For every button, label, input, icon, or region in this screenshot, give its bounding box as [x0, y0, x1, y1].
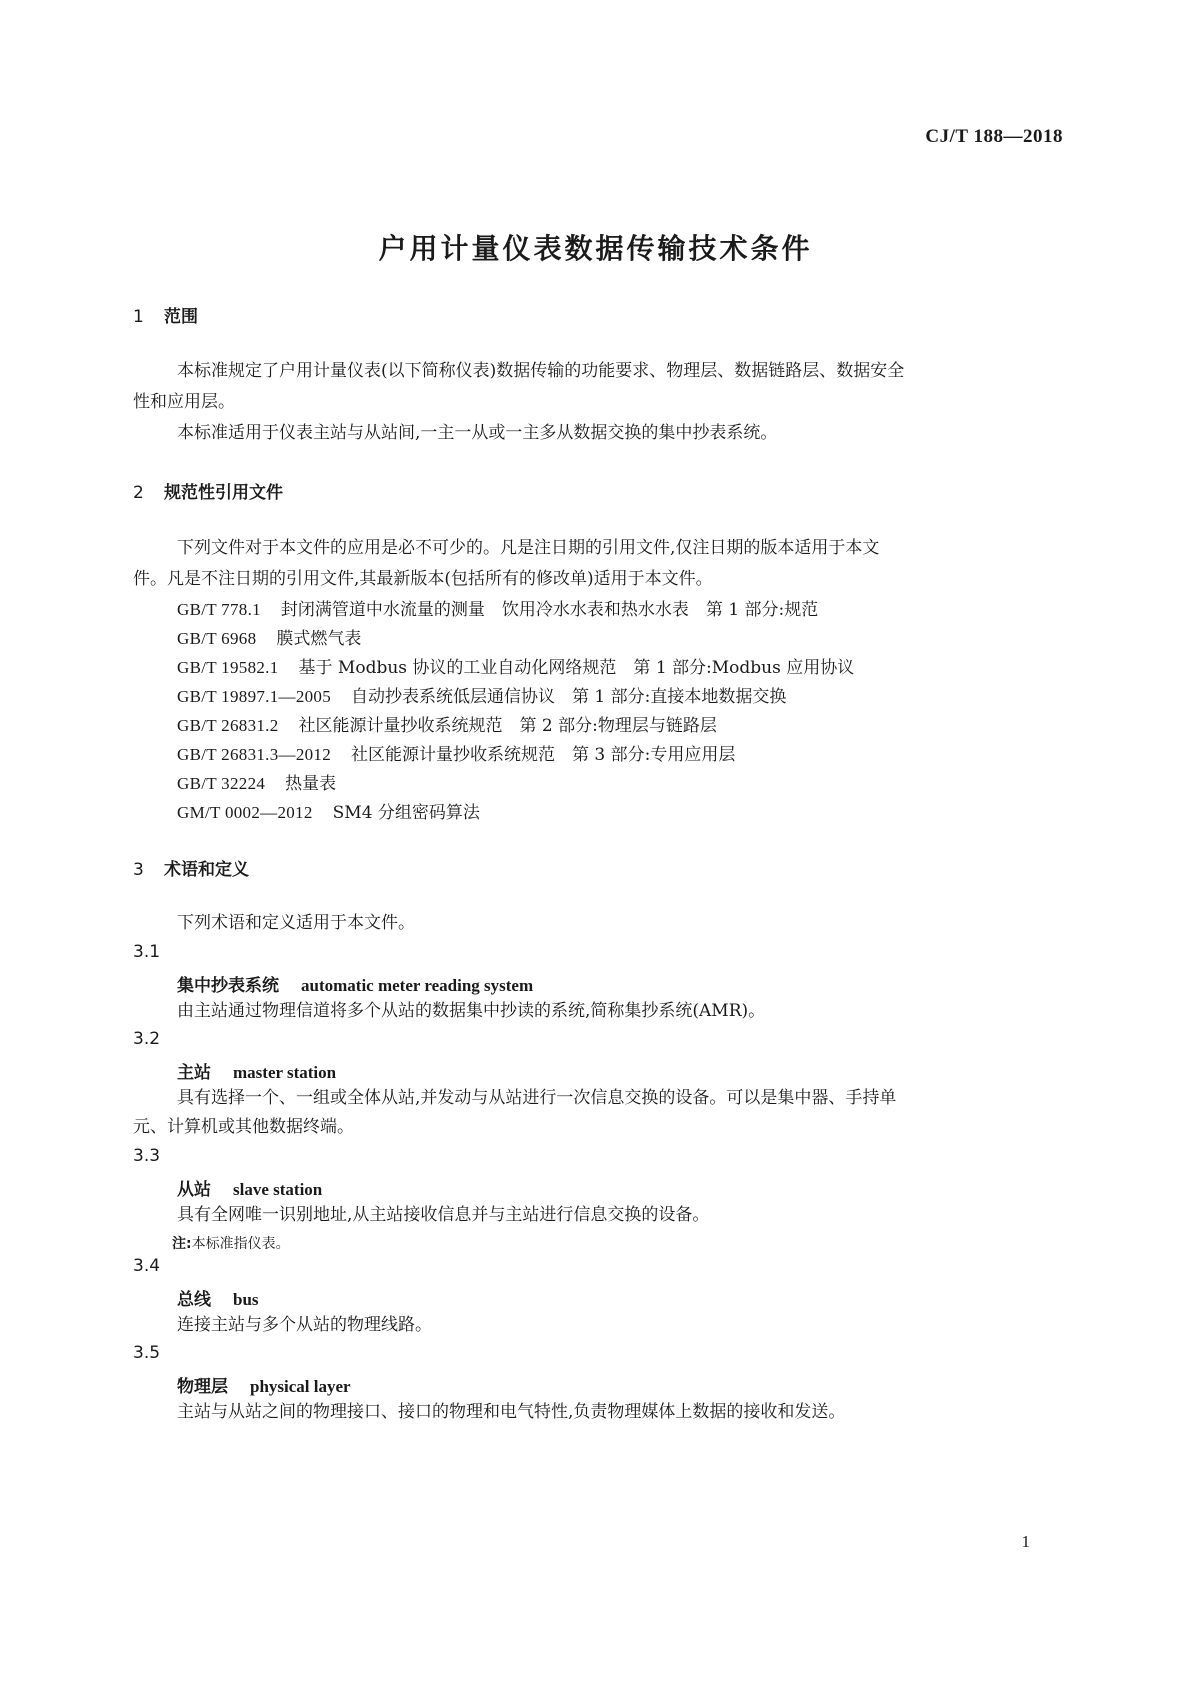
term-heading — [177, 971, 533, 996]
term-zh: 物理层 — [177, 1377, 228, 1397]
term-en: bus — [233, 1290, 259, 1309]
reference-item — [177, 624, 361, 649]
section-title: 规范性引用文件 — [164, 483, 283, 503]
text-line: 主站与从站之间的物理接口、接口的物理和电气特性,负责物理媒体上数据的接收和发送。 — [177, 1402, 846, 1422]
section-number: 1 — [133, 307, 144, 327]
text-line: 具有全网唯一识别地址,从主站接收信息并与主站进行信息交换的设备。 — [177, 1205, 710, 1225]
reference-title: 社区能源计量抄收系统规范 第 2 部分:物理层与链路层 — [298, 716, 717, 736]
reference-item — [177, 682, 786, 707]
section-2-intro-line-2 — [133, 564, 713, 595]
section-title: 范围 — [164, 307, 198, 327]
reference-title: 基于 Modbus 协议的工业自动化网络规范 第 1 部分:Modbus 应用协议 — [298, 658, 855, 678]
reference-title: 热量表 — [285, 774, 337, 794]
text-line: 元、计算机或其他数据终端。 — [133, 1117, 354, 1137]
term-en: physical layer — [250, 1377, 351, 1396]
reference-item — [177, 653, 854, 678]
reference-code: GB/T 6968 — [177, 629, 257, 648]
section-3-intro — [177, 908, 415, 939]
term-zh: 从站 — [177, 1180, 211, 1200]
term-number: 3.2 — [133, 1029, 161, 1049]
term-heading — [177, 1175, 322, 1200]
term-definition — [177, 1200, 709, 1231]
section-2-intro-line-1 — [177, 533, 879, 564]
text-line: 具有选择一个、一组或全体从站,并发动与从站进行一次信息交换的设备。可以是集中器、手持单 — [177, 1088, 897, 1108]
section-2-heading — [133, 478, 283, 503]
term-definition — [177, 1397, 845, 1428]
reference-code: GB/T 26831.3—2012 — [177, 745, 332, 764]
term-heading — [177, 1372, 351, 1397]
section-3-heading — [133, 855, 249, 880]
reference-item — [177, 595, 818, 620]
reference-code: GB/T 26831.2 — [177, 716, 279, 735]
reference-item — [177, 798, 480, 823]
reference-title: 膜式燃气表 — [276, 629, 362, 649]
term-en: automatic meter reading system — [301, 976, 534, 995]
term-number: 3.3 — [133, 1146, 161, 1166]
term-number: 3.1 — [133, 942, 161, 962]
term-heading — [177, 1285, 259, 1310]
term-zh: 集中抄表系统 — [177, 976, 279, 996]
term-definition-cont — [133, 1112, 354, 1143]
text-line: 性和应用层。 — [133, 392, 235, 412]
section-number: 3 — [133, 860, 144, 880]
section-1-heading — [133, 302, 198, 327]
term-definition — [177, 1310, 432, 1341]
text-line: 本标准规定了户用计量仪表(以下简称仪表)数据传输的功能要求、物理层、数据链路层、数据安全 — [177, 361, 905, 381]
page-number: 1 — [1021, 1532, 1030, 1551]
reference-code: GM/T 0002—2012 — [177, 803, 313, 822]
term-definition — [177, 996, 765, 1027]
term-en: slave station — [233, 1180, 323, 1199]
term-zh: 总线 — [177, 1290, 211, 1310]
text-line: 本标准适用于仪表主站与从站间,一主一从或一主多从数据交换的集中抄表系统。 — [177, 423, 778, 443]
reference-code: GB/T 778.1 — [177, 600, 261, 619]
standard-code: CJ/T 188—2018 — [925, 126, 1063, 147]
section-title: 术语和定义 — [164, 860, 249, 880]
text-line: 件。凡是不注日期的引用文件,其最新版本(包括所有的修改单)适用于本文件。 — [133, 569, 713, 589]
term-number: 3.5 — [133, 1343, 161, 1363]
section-1-paragraph-2 — [177, 418, 777, 449]
reference-title: SM4 分组密码算法 — [332, 803, 480, 823]
section-number: 2 — [133, 483, 144, 503]
term-definition — [177, 1083, 896, 1114]
note-text: 本标准指仪表。 — [191, 1236, 290, 1252]
note-label: 注: — [172, 1236, 192, 1252]
reference-title: 社区能源计量抄收系统规范 第 3 部分:专用应用层 — [351, 745, 736, 765]
text-line: 下列术语和定义适用于本文件。 — [177, 913, 415, 933]
document-title: 户用计量仪表数据传输技术条件 — [378, 232, 813, 265]
term-en: master station — [233, 1063, 337, 1082]
reference-item — [177, 769, 336, 794]
section-1-paragraph-1 — [133, 356, 1058, 387]
section-1-paragraph-1-cont — [133, 387, 235, 418]
reference-code: GB/T 19582.1 — [177, 658, 279, 677]
reference-title: 自动抄表系统低层通信协议 第 1 部分:直接本地数据交换 — [351, 687, 787, 707]
term-zh: 主站 — [177, 1063, 211, 1083]
term-number: 3.4 — [133, 1256, 161, 1276]
reference-item — [177, 711, 717, 736]
term-heading — [177, 1058, 336, 1083]
reference-code: GB/T 32224 — [177, 774, 266, 793]
reference-code: GB/T 19897.1—2005 — [177, 687, 332, 706]
reference-title: 封闭满管道中水流量的测量 饮用冷水水表和热水水表 第 1 部分:规范 — [280, 600, 819, 620]
term-note — [172, 1233, 290, 1253]
reference-item — [177, 740, 735, 765]
text-line: 连接主站与多个从站的物理线路。 — [177, 1315, 432, 1335]
text-line: 由主站通过物理信道将多个从站的数据集中抄读的系统,简称集抄系统(AMR)。 — [177, 1001, 766, 1021]
text-line: 下列文件对于本文件的应用是必不可少的。凡是注日期的引用文件,仅注日期的版本适用于本文 — [177, 538, 880, 558]
